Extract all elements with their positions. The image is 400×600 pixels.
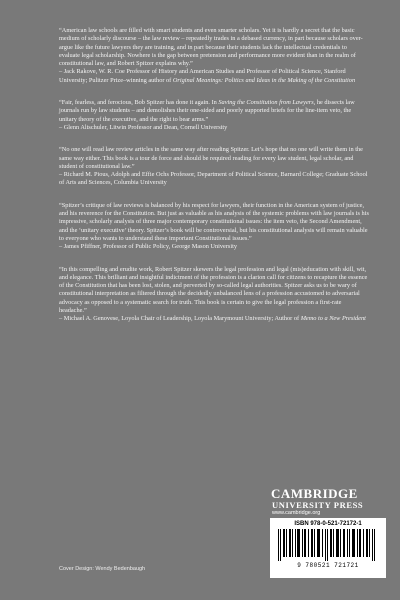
blurb-quote: “Spitzer’s critique of law reviews is balanced by his respect for lawyers, their function in the American system of justice, and his reverence for the Constitution. But just as valuable as his analysis of the systemic problems with law journals is his impressive, scholarly analysis of three major contemporary constitutional issues: the item veto, the Second Amendment, and the ‘unitary executive’ theory. Spitzer’s book will be controversial, but his constitutional analysis will remain valuable to everyone who wants to understand these important Constitutional issues.” [59, 201, 369, 242]
publisher-name-sub: UNIVERSITY PRESS [272, 500, 364, 510]
publisher-logo [271, 487, 381, 517]
blurb-quote: “American law schools are filled with smart students and even smarter scholars. Yet it is hardly a secret that the basic medium of scholarly discourse – the law review – repeatedly trades in a debased currency, in part because scholars over-argue like the future lawyers they are training, and in part because their students lack the intellectual credentials to evaluate legal scholarship. Nowhere is the gap between pretension and performance more evident than in the realm of constitutional law, and Robert Spitzer explains why.” [59, 27, 363, 68]
blurbs [59, 27, 369, 338]
blurb-attribution: – Richard M. Pious, Adolph and Effie Ochs Professor, Department of Political Science, Barnard College; Graduate School of Arts and Sciences, Columbia University [59, 171, 368, 187]
blurb-work-title: Original Meanings: Politics and Ideas in the Making of the Constitution [172, 76, 356, 84]
blurb-quote: “In this compelling and erudite work, Robert Spitzer skewers the legal profession and legal (mis)education with skill, wit, and elegance. This brilliant and insightful indictment of the profession is a clarion call for citizens to recapture the essence of the Constitution that has been lost, stolen, and perverted by so-called legal authorities. Spitzer asks us to be wary of constitutional interpretation as filtered through the decidedly unbalanced lens of a profession accustomed to adversarial advocacy as opposed to a systematic search for truth. This book is certain to give the legal profession a first-rate headache.” [59, 265, 368, 315]
blurb-rakove [59, 27, 369, 85]
publisher-url: www.cambridge.org [272, 510, 321, 516]
blurb-genovese [59, 266, 369, 324]
blurb-quote-rest: he dissects law journals run by law students – and demolishes their one-sided and poorly supported briefs for the line-item veto, the unitary theory of the executive, and the right to bear arms.” [59, 99, 355, 123]
blurb-attribution: – Jack Rakove, W. R. Coe Professor of History and American Studies and Professor of Political Science, Stanford University; Pulitzer Prize–winning author of [59, 68, 346, 84]
blurb-pious [59, 146, 369, 187]
blurb-attribution: – Michael A. Genovese, Loyola Chair of Leadership, Loyola Marymount University; Author of [59, 315, 301, 323]
blurb-work-title: Memo to a New President [300, 315, 366, 323]
blurb-quote: “Fair, fearless, and ferocious, Bob Spitzer has done it again. In [59, 99, 219, 107]
barcode-icon [276, 529, 380, 561]
blurb-attribution: – James Pfiffner, Professor of Public Policy, George Mason University [59, 243, 238, 251]
blurb-altschuler [59, 99, 369, 132]
blurb-pfiffner [59, 202, 369, 252]
barcode-digits: 9 780521 721721 [297, 562, 359, 569]
isbn-barcode [270, 518, 386, 578]
isbn-number: ISBN 978-0-521-72172-1 [294, 521, 362, 527]
blurb-quote: “No one will read law review articles in the same way after reading Spitzer. Let’s hope that no one will write them in the same way either. This book is a tour de force and should be required reading for every law student, legal scholar, and student of constitutional law.” [59, 146, 363, 170]
blurb-quote-title: Saving the Constitution from Lawyers, [218, 99, 316, 107]
publisher-name: CAMBRIDGE [271, 486, 358, 501]
blurb-attribution: – Glenn Altschuler, Litwin Professor and Dean, Cornell University [59, 123, 228, 131]
cover-design-credit: Cover Design: Wendy Bedenbaugh [59, 566, 146, 572]
